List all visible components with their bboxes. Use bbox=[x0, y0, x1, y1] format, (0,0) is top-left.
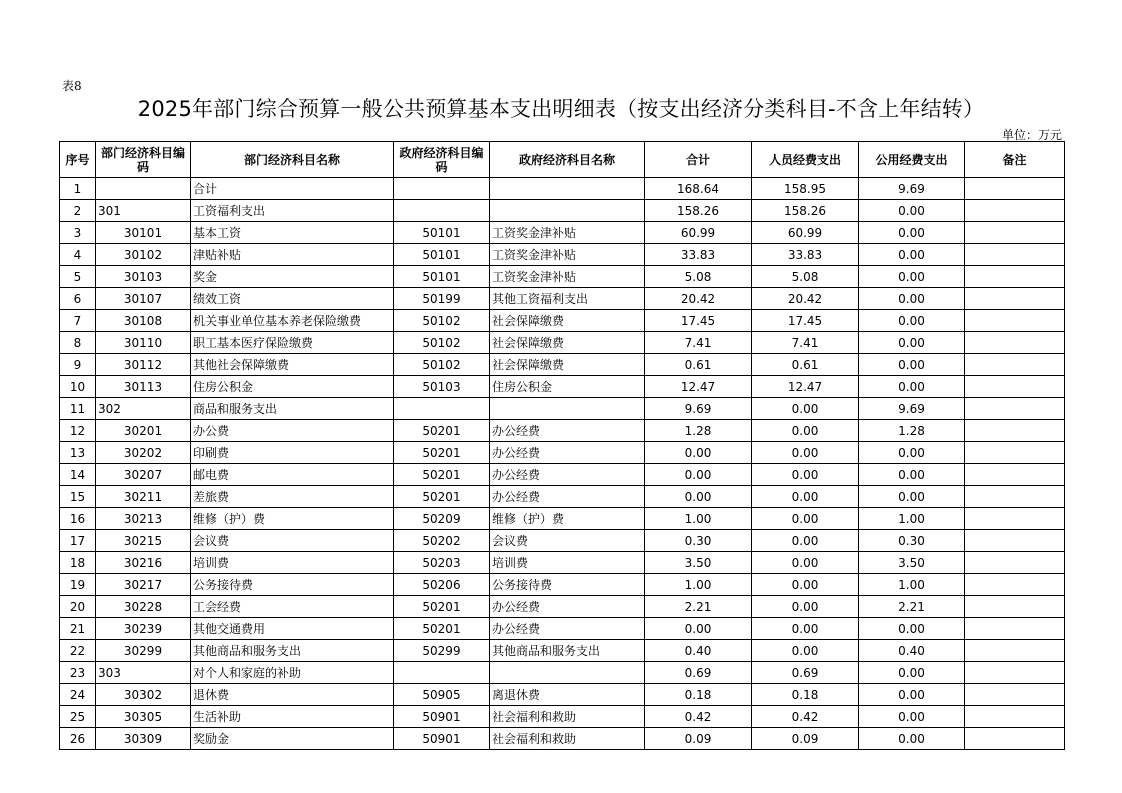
gov-name-cell: 办公经费 bbox=[490, 464, 645, 486]
note-cell bbox=[965, 310, 1065, 332]
table-row bbox=[60, 464, 1065, 486]
dept-name-cell: 住房公积金 bbox=[191, 376, 394, 398]
table-row bbox=[60, 640, 1065, 662]
note-cell bbox=[965, 222, 1065, 244]
row-index-cell: 12 bbox=[60, 420, 96, 442]
note-cell bbox=[965, 266, 1065, 288]
dept-code-cell: 30302 bbox=[96, 684, 191, 706]
public-cell: 9.69 bbox=[859, 398, 965, 420]
row-index-cell: 2 bbox=[60, 200, 96, 222]
dept-code-cell: 30112 bbox=[96, 354, 191, 376]
table-row bbox=[60, 442, 1065, 464]
gov-code-cell: 50102 bbox=[394, 310, 490, 332]
table-row bbox=[60, 376, 1065, 398]
dept-name-cell: 职工基本医疗保险缴费 bbox=[191, 332, 394, 354]
row-index-cell: 6 bbox=[60, 288, 96, 310]
note-cell bbox=[965, 288, 1065, 310]
public-cell: 0.00 bbox=[859, 354, 965, 376]
note-cell bbox=[965, 728, 1065, 750]
personnel-cell: 0.09 bbox=[752, 728, 859, 750]
dept-name-cell: 印刷费 bbox=[191, 442, 394, 464]
dept-name-cell: 合计 bbox=[191, 178, 394, 200]
table-row bbox=[60, 574, 1065, 596]
public-cell: 0.00 bbox=[859, 662, 965, 684]
public-cell: 1.00 bbox=[859, 574, 965, 596]
table-row bbox=[60, 618, 1065, 640]
gov-code-cell: 50101 bbox=[394, 266, 490, 288]
total-cell: 2.21 bbox=[645, 596, 752, 618]
header-cell-dept-name: 部门经济科目名称 bbox=[191, 142, 394, 178]
public-cell: 0.00 bbox=[859, 486, 965, 508]
gov-name-cell: 会议费 bbox=[490, 530, 645, 552]
personnel-cell: 0.00 bbox=[752, 464, 859, 486]
table-row bbox=[60, 310, 1065, 332]
row-index-cell: 13 bbox=[60, 442, 96, 464]
gov-code-cell: 50201 bbox=[394, 442, 490, 464]
gov-code-cell: 50299 bbox=[394, 640, 490, 662]
dept-code-cell: 30228 bbox=[96, 596, 191, 618]
row-index-cell: 14 bbox=[60, 464, 96, 486]
dept-code-cell: 30207 bbox=[96, 464, 191, 486]
row-index-cell: 9 bbox=[60, 354, 96, 376]
personnel-cell: 0.00 bbox=[752, 486, 859, 508]
gov-name-cell: 社会福利和救助 bbox=[490, 706, 645, 728]
note-cell bbox=[965, 354, 1065, 376]
public-cell: 9.69 bbox=[859, 178, 965, 200]
personnel-cell: 0.00 bbox=[752, 398, 859, 420]
table-row bbox=[60, 244, 1065, 266]
total-cell: 0.30 bbox=[645, 530, 752, 552]
personnel-cell: 20.42 bbox=[752, 288, 859, 310]
gov-name-cell: 其他工资福利支出 bbox=[490, 288, 645, 310]
gov-name-cell bbox=[490, 200, 645, 222]
public-cell: 0.00 bbox=[859, 332, 965, 354]
total-cell: 158.26 bbox=[645, 200, 752, 222]
personnel-cell: 5.08 bbox=[752, 266, 859, 288]
public-cell: 0.00 bbox=[859, 222, 965, 244]
personnel-cell: 0.00 bbox=[752, 552, 859, 574]
dept-name-cell: 其他商品和服务支出 bbox=[191, 640, 394, 662]
public-cell: 1.28 bbox=[859, 420, 965, 442]
dept-code-cell: 30213 bbox=[96, 508, 191, 530]
row-index-cell: 11 bbox=[60, 398, 96, 420]
total-cell: 3.50 bbox=[645, 552, 752, 574]
public-cell: 1.00 bbox=[859, 508, 965, 530]
row-index-cell: 7 bbox=[60, 310, 96, 332]
note-cell bbox=[965, 332, 1065, 354]
dept-code-cell bbox=[96, 178, 191, 200]
public-cell: 0.30 bbox=[859, 530, 965, 552]
row-index-cell: 19 bbox=[60, 574, 96, 596]
header-cell-total: 合计 bbox=[645, 142, 752, 178]
table-number: 表8 bbox=[62, 79, 82, 93]
public-cell: 0.00 bbox=[859, 288, 965, 310]
row-index-cell: 23 bbox=[60, 662, 96, 684]
dept-name-cell: 绩效工资 bbox=[191, 288, 394, 310]
personnel-cell: 158.26 bbox=[752, 200, 859, 222]
budget-table bbox=[59, 141, 1065, 750]
public-cell: 0.00 bbox=[859, 310, 965, 332]
dept-code-cell: 30107 bbox=[96, 288, 191, 310]
dept-code-cell: 302 bbox=[96, 398, 191, 420]
dept-code-cell: 30211 bbox=[96, 486, 191, 508]
total-cell: 17.45 bbox=[645, 310, 752, 332]
gov-code-cell bbox=[394, 398, 490, 420]
gov-code-cell bbox=[394, 178, 490, 200]
total-cell: 33.83 bbox=[645, 244, 752, 266]
note-cell bbox=[965, 464, 1065, 486]
page-title: 2025年部门综合预算一般公共预算基本支出明细表（按支出经济分类科目-不含上年结转） bbox=[137, 97, 985, 121]
dept-name-cell: 奖励金 bbox=[191, 728, 394, 750]
public-cell: 0.00 bbox=[859, 728, 965, 750]
total-cell: 168.64 bbox=[645, 178, 752, 200]
row-index-cell: 1 bbox=[60, 178, 96, 200]
note-cell bbox=[965, 200, 1065, 222]
note-cell bbox=[965, 244, 1065, 266]
header-cell-personnel: 人员经费支出 bbox=[752, 142, 859, 178]
gov-code-cell: 50203 bbox=[394, 552, 490, 574]
gov-code-cell: 50199 bbox=[394, 288, 490, 310]
table-row bbox=[60, 552, 1065, 574]
total-cell: 7.41 bbox=[645, 332, 752, 354]
total-cell: 12.47 bbox=[645, 376, 752, 398]
total-cell: 0.69 bbox=[645, 662, 752, 684]
table-row bbox=[60, 596, 1065, 618]
personnel-cell: 7.41 bbox=[752, 332, 859, 354]
dept-code-cell: 30108 bbox=[96, 310, 191, 332]
personnel-cell: 0.18 bbox=[752, 684, 859, 706]
gov-name-cell: 社会保障缴费 bbox=[490, 332, 645, 354]
row-index-cell: 26 bbox=[60, 728, 96, 750]
table-row bbox=[60, 266, 1065, 288]
public-cell: 0.00 bbox=[859, 706, 965, 728]
dept-code-cell: 30110 bbox=[96, 332, 191, 354]
gov-name-cell: 办公经费 bbox=[490, 486, 645, 508]
public-cell: 0.00 bbox=[859, 200, 965, 222]
gov-name-cell: 工资奖金津补贴 bbox=[490, 266, 645, 288]
dept-name-cell: 邮电费 bbox=[191, 464, 394, 486]
personnel-cell: 158.95 bbox=[752, 178, 859, 200]
dept-name-cell: 差旅费 bbox=[191, 486, 394, 508]
dept-name-cell: 对个人和家庭的补助 bbox=[191, 662, 394, 684]
dept-code-cell: 30103 bbox=[96, 266, 191, 288]
note-cell bbox=[965, 530, 1065, 552]
row-index-cell: 10 bbox=[60, 376, 96, 398]
row-index-cell: 3 bbox=[60, 222, 96, 244]
table-row bbox=[60, 200, 1065, 222]
gov-code-cell: 50102 bbox=[394, 332, 490, 354]
note-cell bbox=[965, 420, 1065, 442]
gov-name-cell: 社会福利和救助 bbox=[490, 728, 645, 750]
dept-name-cell: 工会经费 bbox=[191, 596, 394, 618]
public-cell: 0.00 bbox=[859, 442, 965, 464]
row-index-cell: 15 bbox=[60, 486, 96, 508]
gov-name-cell: 住房公积金 bbox=[490, 376, 645, 398]
total-cell: 1.28 bbox=[645, 420, 752, 442]
row-index-cell: 24 bbox=[60, 684, 96, 706]
personnel-cell: 0.42 bbox=[752, 706, 859, 728]
row-index-cell: 5 bbox=[60, 266, 96, 288]
public-cell: 2.21 bbox=[859, 596, 965, 618]
header-cell-dept-code: 部门经济科目编码 bbox=[96, 142, 191, 178]
total-cell: 5.08 bbox=[645, 266, 752, 288]
gov-code-cell: 50905 bbox=[394, 684, 490, 706]
note-cell bbox=[965, 574, 1065, 596]
gov-code-cell: 50901 bbox=[394, 728, 490, 750]
total-cell: 9.69 bbox=[645, 398, 752, 420]
table-row bbox=[60, 354, 1065, 376]
gov-name-cell: 公务接待费 bbox=[490, 574, 645, 596]
dept-name-cell: 工资福利支出 bbox=[191, 200, 394, 222]
table-row bbox=[60, 530, 1065, 552]
gov-name-cell: 办公经费 bbox=[490, 596, 645, 618]
gov-code-cell bbox=[394, 662, 490, 684]
row-index-cell: 4 bbox=[60, 244, 96, 266]
table-row bbox=[60, 684, 1065, 706]
personnel-cell: 0.00 bbox=[752, 618, 859, 640]
note-cell bbox=[965, 552, 1065, 574]
gov-name-cell: 社会保障缴费 bbox=[490, 310, 645, 332]
dept-name-cell: 其他社会保障缴费 bbox=[191, 354, 394, 376]
header-cell-index: 序号 bbox=[60, 142, 96, 178]
dept-name-cell: 机关事业单位基本养老保险缴费 bbox=[191, 310, 394, 332]
gov-name-cell: 培训费 bbox=[490, 552, 645, 574]
personnel-cell: 0.00 bbox=[752, 442, 859, 464]
public-cell: 0.00 bbox=[859, 618, 965, 640]
gov-code-cell bbox=[394, 200, 490, 222]
gov-code-cell: 50202 bbox=[394, 530, 490, 552]
dept-name-cell: 奖金 bbox=[191, 266, 394, 288]
public-cell: 0.40 bbox=[859, 640, 965, 662]
total-cell: 0.40 bbox=[645, 640, 752, 662]
table-body bbox=[60, 178, 1065, 750]
note-cell bbox=[965, 178, 1065, 200]
gov-name-cell: 办公经费 bbox=[490, 618, 645, 640]
personnel-cell: 0.00 bbox=[752, 640, 859, 662]
dept-code-cell: 30217 bbox=[96, 574, 191, 596]
row-index-cell: 21 bbox=[60, 618, 96, 640]
table-row bbox=[60, 332, 1065, 354]
table-row bbox=[60, 420, 1065, 442]
dept-name-cell: 生活补助 bbox=[191, 706, 394, 728]
dept-code-cell: 303 bbox=[96, 662, 191, 684]
dept-code-cell: 30113 bbox=[96, 376, 191, 398]
gov-name-cell bbox=[490, 178, 645, 200]
total-cell: 0.42 bbox=[645, 706, 752, 728]
total-cell: 1.00 bbox=[645, 508, 752, 530]
gov-code-cell: 50101 bbox=[394, 244, 490, 266]
total-cell: 0.00 bbox=[645, 464, 752, 486]
dept-code-cell: 30101 bbox=[96, 222, 191, 244]
dept-name-cell: 会议费 bbox=[191, 530, 394, 552]
gov-name-cell: 工资奖金津补贴 bbox=[490, 244, 645, 266]
dept-code-cell: 30216 bbox=[96, 552, 191, 574]
header-cell-public: 公用经费支出 bbox=[859, 142, 965, 178]
dept-name-cell: 维修（护）费 bbox=[191, 508, 394, 530]
total-cell: 1.00 bbox=[645, 574, 752, 596]
table-row bbox=[60, 178, 1065, 200]
row-index-cell: 16 bbox=[60, 508, 96, 530]
public-cell: 3.50 bbox=[859, 552, 965, 574]
dept-code-cell: 30215 bbox=[96, 530, 191, 552]
table-row bbox=[60, 706, 1065, 728]
dept-name-cell: 退休费 bbox=[191, 684, 394, 706]
public-cell: 0.00 bbox=[859, 684, 965, 706]
table-row bbox=[60, 662, 1065, 684]
gov-code-cell: 50101 bbox=[394, 222, 490, 244]
total-cell: 0.00 bbox=[645, 442, 752, 464]
personnel-cell: 0.00 bbox=[752, 574, 859, 596]
dept-name-cell: 培训费 bbox=[191, 552, 394, 574]
note-cell bbox=[965, 486, 1065, 508]
gov-code-cell: 50201 bbox=[394, 420, 490, 442]
table-row bbox=[60, 728, 1065, 750]
dept-code-cell: 30239 bbox=[96, 618, 191, 640]
public-cell: 0.00 bbox=[859, 464, 965, 486]
note-cell bbox=[965, 442, 1065, 464]
header-cell-gov-code: 政府经济科目编码 bbox=[394, 142, 490, 178]
personnel-cell: 0.69 bbox=[752, 662, 859, 684]
note-cell bbox=[965, 508, 1065, 530]
gov-name-cell: 维修（护）费 bbox=[490, 508, 645, 530]
note-cell bbox=[965, 596, 1065, 618]
personnel-cell: 0.00 bbox=[752, 596, 859, 618]
dept-code-cell: 30102 bbox=[96, 244, 191, 266]
public-cell: 0.00 bbox=[859, 376, 965, 398]
table-row bbox=[60, 398, 1065, 420]
gov-code-cell: 50206 bbox=[394, 574, 490, 596]
total-cell: 0.00 bbox=[645, 618, 752, 640]
dept-name-cell: 公务接待费 bbox=[191, 574, 394, 596]
personnel-cell: 0.61 bbox=[752, 354, 859, 376]
dept-name-cell: 基本工资 bbox=[191, 222, 394, 244]
note-cell bbox=[965, 618, 1065, 640]
note-cell bbox=[965, 706, 1065, 728]
gov-code-cell: 50209 bbox=[394, 508, 490, 530]
unit-label: 单位：万元 bbox=[1001, 128, 1062, 142]
total-cell: 20.42 bbox=[645, 288, 752, 310]
personnel-cell: 60.99 bbox=[752, 222, 859, 244]
gov-code-cell: 50201 bbox=[394, 464, 490, 486]
personnel-cell: 0.00 bbox=[752, 508, 859, 530]
row-index-cell: 18 bbox=[60, 552, 96, 574]
note-cell bbox=[965, 376, 1065, 398]
table-row bbox=[60, 288, 1065, 310]
gov-code-cell: 50901 bbox=[394, 706, 490, 728]
personnel-cell: 0.00 bbox=[752, 530, 859, 552]
row-index-cell: 17 bbox=[60, 530, 96, 552]
personnel-cell: 12.47 bbox=[752, 376, 859, 398]
total-cell: 0.09 bbox=[645, 728, 752, 750]
row-index-cell: 25 bbox=[60, 706, 96, 728]
personnel-cell: 0.00 bbox=[752, 420, 859, 442]
gov-code-cell: 50102 bbox=[394, 354, 490, 376]
personnel-cell: 17.45 bbox=[752, 310, 859, 332]
public-cell: 0.00 bbox=[859, 244, 965, 266]
gov-code-cell: 50103 bbox=[394, 376, 490, 398]
note-cell bbox=[965, 398, 1065, 420]
dept-code-cell: 30299 bbox=[96, 640, 191, 662]
row-index-cell: 20 bbox=[60, 596, 96, 618]
gov-name-cell: 其他商品和服务支出 bbox=[490, 640, 645, 662]
dept-code-cell: 30305 bbox=[96, 706, 191, 728]
gov-code-cell: 50201 bbox=[394, 618, 490, 640]
gov-name-cell bbox=[490, 398, 645, 420]
total-cell: 0.18 bbox=[645, 684, 752, 706]
dept-code-cell: 30201 bbox=[96, 420, 191, 442]
public-cell: 0.00 bbox=[859, 266, 965, 288]
table-row bbox=[60, 222, 1065, 244]
gov-name-cell: 办公经费 bbox=[490, 442, 645, 464]
dept-code-cell: 30309 bbox=[96, 728, 191, 750]
gov-name-cell: 办公经费 bbox=[490, 420, 645, 442]
gov-name-cell: 离退休费 bbox=[490, 684, 645, 706]
row-index-cell: 22 bbox=[60, 640, 96, 662]
dept-name-cell: 津贴补贴 bbox=[191, 244, 394, 266]
gov-code-cell: 50201 bbox=[394, 486, 490, 508]
dept-name-cell: 办公费 bbox=[191, 420, 394, 442]
table-header-row bbox=[60, 142, 1065, 178]
gov-name-cell bbox=[490, 662, 645, 684]
header-cell-gov-name: 政府经济科目名称 bbox=[490, 142, 645, 178]
total-cell: 60.99 bbox=[645, 222, 752, 244]
row-index-cell: 8 bbox=[60, 332, 96, 354]
dept-name-cell: 其他交通费用 bbox=[191, 618, 394, 640]
note-cell bbox=[965, 684, 1065, 706]
table-row bbox=[60, 508, 1065, 530]
note-cell bbox=[965, 662, 1065, 684]
dept-name-cell: 商品和服务支出 bbox=[191, 398, 394, 420]
table-row bbox=[60, 486, 1065, 508]
header-cell-note: 备注 bbox=[965, 142, 1065, 178]
gov-name-cell: 社会保障缴费 bbox=[490, 354, 645, 376]
gov-name-cell: 工资奖金津补贴 bbox=[490, 222, 645, 244]
total-cell: 0.00 bbox=[645, 486, 752, 508]
note-cell bbox=[965, 640, 1065, 662]
dept-code-cell: 301 bbox=[96, 200, 191, 222]
total-cell: 0.61 bbox=[645, 354, 752, 376]
gov-code-cell: 50201 bbox=[394, 596, 490, 618]
dept-code-cell: 30202 bbox=[96, 442, 191, 464]
personnel-cell: 33.83 bbox=[752, 244, 859, 266]
